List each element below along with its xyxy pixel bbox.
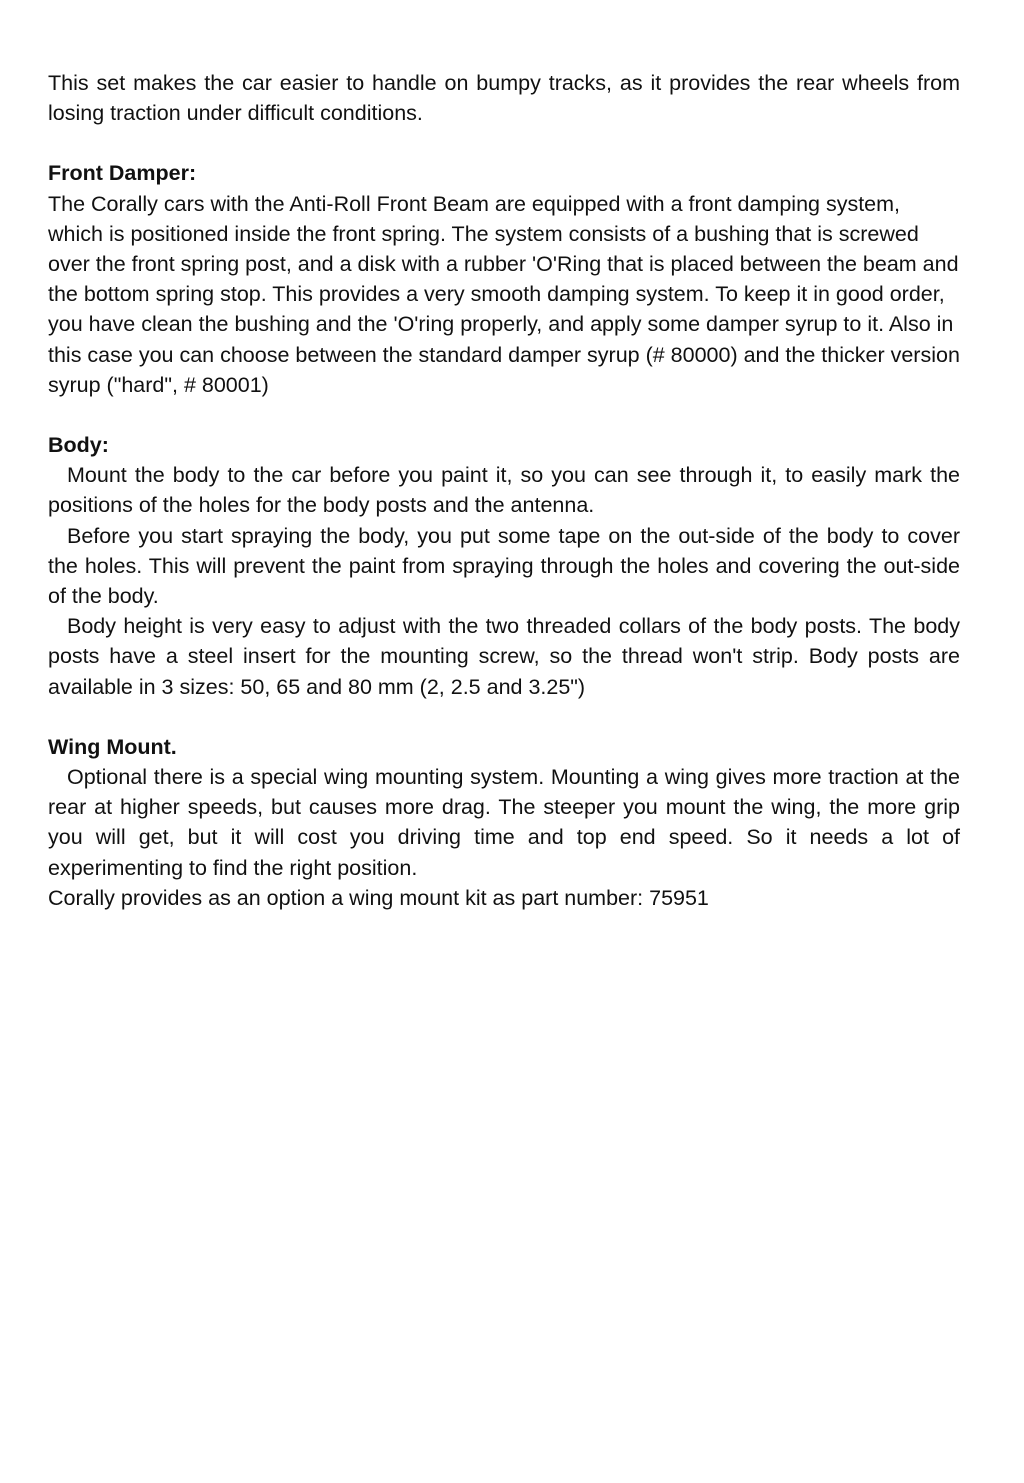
front-damper-section <box>48 158 960 400</box>
front-damper-paragraph: The Corally cars with the Anti-Roll Front Beam are equipped with a front damping system, which is positioned inside the front spring. The system consists of a bushing that is screwed over the front spring post, and a disk with a rubber 'O'Ring that is placed between the beam and the bottom spring stop. This provides a very smooth damping system. To keep it in good order, you have clean the bushing and the 'O'ring properly, and apply some damper syrup to it. Also in this case you can choose between the standard damper syrup (# 80000) and the thicker version syrup ("hard", # 80001) <box>48 191 960 397</box>
body-section <box>48 430 960 702</box>
front-damper-heading: Front Damper: <box>48 161 197 186</box>
intro-paragraph: This set makes the car easier to handle on bumpy tracks, as it provides the rear wheels from losing traction under difficult conditions. <box>48 71 960 126</box>
body-paragraph-mount: Mount the body to the car before you paint it, so you can see through it, to easily mark the positions of the holes for the body posts and the antenna. <box>48 463 960 518</box>
wing-mount-section <box>48 732 960 913</box>
document-page <box>48 68 960 913</box>
body-paragraph-height: Body height is very easy to adjust with the two threaded collars of the body posts. The body posts have a steel insert for the mounting screw, so the thread won't strip. Body posts are available in 3 sizes: 50, 65 and 80 mm (2, 2.5 and 3.25") <box>48 614 960 699</box>
body-heading: Body: <box>48 433 109 458</box>
body-paragraph-spraying: Before you start spraying the body, you put some tape on the out-side of the body to cover the holes. This will prevent the paint from spraying through the holes and covering the out-side of the body. <box>48 523 960 609</box>
wing-mount-paragraph-part-number: Corally provides as an option a wing mount kit as part number: 75951 <box>48 885 709 910</box>
wing-mount-heading: Wing Mount. <box>48 734 177 759</box>
wing-mount-paragraph-optional: Optional there is a special wing mounting system. Mounting a wing gives more traction at the rear at higher speeds, but causes more drag. The steeper you mount the wing, the more grip you will get, but it will cost you driving time and top end speed. So it needs a lot of experimenting to find the right position. <box>48 765 960 880</box>
